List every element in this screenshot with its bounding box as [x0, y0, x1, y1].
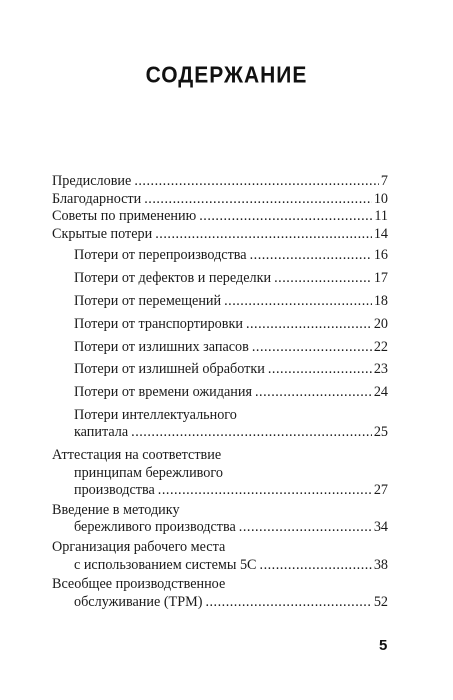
dot-leader	[250, 247, 372, 265]
toc-entry-row	[52, 208, 388, 226]
toc-entry-title: Благодарности	[52, 190, 142, 207]
toc-entry-page: 14	[373, 225, 388, 242]
toc-entry-page: 18	[373, 292, 388, 309]
toc-entry-title: бережливого производства	[74, 519, 236, 536]
toc-entry-row	[74, 270, 388, 288]
toc-entry-page: 7	[380, 173, 388, 189]
toc-entry-row	[52, 519, 388, 537]
dot-leader	[199, 208, 372, 226]
toc-entry-row	[52, 482, 388, 500]
toc-entry-row	[52, 557, 388, 575]
toc-entry-page: 52	[373, 593, 388, 610]
dot-leader	[239, 519, 372, 537]
toc-entry-page: 10	[373, 190, 388, 207]
toc-entry-page: 27	[373, 482, 388, 499]
toc-entry-page: 38	[373, 556, 388, 573]
toc-entry-page: 25	[373, 424, 388, 441]
dot-leader	[131, 424, 372, 442]
toc-entry-title: Скрытые потери	[52, 225, 153, 242]
dot-leader	[134, 173, 379, 191]
toc-entry-row	[74, 316, 388, 334]
toc-entry-page: 24	[373, 384, 388, 401]
toc-entry[interactable]	[52, 339, 388, 357]
toc-entry-title-line: Организация рабочего места	[52, 539, 226, 555]
toc-entry[interactable]	[52, 247, 388, 265]
toc-entry-title: Потери от транспортировки	[74, 315, 243, 332]
dot-leader	[260, 557, 372, 575]
toc-entry[interactable]	[52, 270, 388, 288]
toc-entry-title: с использованием системы 5С	[74, 556, 257, 573]
toc-entry-title: Предисловие	[52, 173, 132, 189]
toc-entry-row	[74, 424, 388, 442]
toc-entry-row	[74, 293, 388, 311]
toc-entry-title: Потери от излишних запасов	[74, 338, 249, 355]
toc-entry[interactable]	[52, 316, 388, 334]
toc-entry-title: Потери от дефектов и переделки	[74, 270, 272, 287]
toc-entry[interactable]	[52, 226, 388, 244]
toc-entry[interactable]	[52, 208, 388, 226]
toc-entry-title-line: Аттестация на соответствие	[52, 447, 222, 464]
dot-leader	[205, 594, 371, 612]
toc-entry-row	[52, 594, 388, 612]
toc-entry-page: 17	[373, 270, 388, 287]
toc-entry-row	[74, 247, 388, 265]
toc-entry-page: 11	[374, 208, 388, 225]
dot-leader	[144, 191, 372, 209]
toc-entry-row	[74, 361, 388, 379]
toc-entry-page: 22	[373, 338, 388, 355]
toc-entry-title-line: принципам бережливого	[74, 464, 223, 481]
dot-leader	[252, 339, 372, 357]
toc-entry-page: 20	[373, 315, 388, 332]
dot-leader	[268, 361, 372, 379]
dot-leader	[274, 270, 372, 288]
toc-entry-page: 16	[373, 247, 388, 264]
toc-entry-title: Потери от излишней обработки	[74, 361, 265, 378]
toc-entry-row	[52, 226, 388, 244]
toc-entry-title: Потери от времени ожидания	[74, 384, 252, 401]
toc-entry-title: Потери от перемещений	[74, 292, 222, 309]
toc-entry[interactable]	[52, 576, 388, 611]
dot-leader	[155, 226, 372, 244]
toc-entry-page: 23	[373, 361, 388, 378]
toc-entry-row	[74, 339, 388, 357]
toc-entry-title-line: Всеобщее производственное	[52, 576, 226, 593]
table-of-contents	[52, 173, 388, 611]
dot-leader	[246, 316, 372, 334]
toc-entry[interactable]	[52, 361, 388, 379]
toc-entry[interactable]	[52, 384, 388, 402]
toc-entry-title-line: Введение в методику	[52, 501, 180, 518]
toc-entry[interactable]	[52, 502, 388, 537]
toc-entry[interactable]	[52, 191, 388, 209]
toc-entry-title: капитала	[74, 424, 129, 441]
toc-entry-row	[52, 191, 388, 209]
toc-entry-title: Советы по применению	[52, 208, 197, 225]
page-title: СОДЕРЖАНИЕ	[145, 63, 308, 88]
toc-entry[interactable]	[52, 539, 388, 574]
toc-entry[interactable]	[52, 447, 388, 500]
dot-leader	[224, 293, 372, 311]
toc-entry-row	[74, 384, 388, 402]
dot-leader	[255, 384, 372, 402]
page-number: 5	[379, 637, 388, 654]
toc-entry-page: 34	[373, 519, 388, 536]
toc-entry-row	[52, 173, 388, 191]
dot-leader	[158, 482, 372, 500]
toc-entry-title: Потери от перепроизводства	[74, 247, 247, 264]
toc-entry[interactable]	[52, 173, 388, 191]
toc-entry-title-line: Потери интеллектуального	[74, 406, 237, 423]
toc-entry[interactable]	[52, 407, 388, 442]
toc-entry-title: производства	[74, 482, 155, 499]
toc-entry[interactable]	[52, 293, 388, 311]
toc-entry-title: обслуживание (TPM)	[74, 593, 203, 610]
